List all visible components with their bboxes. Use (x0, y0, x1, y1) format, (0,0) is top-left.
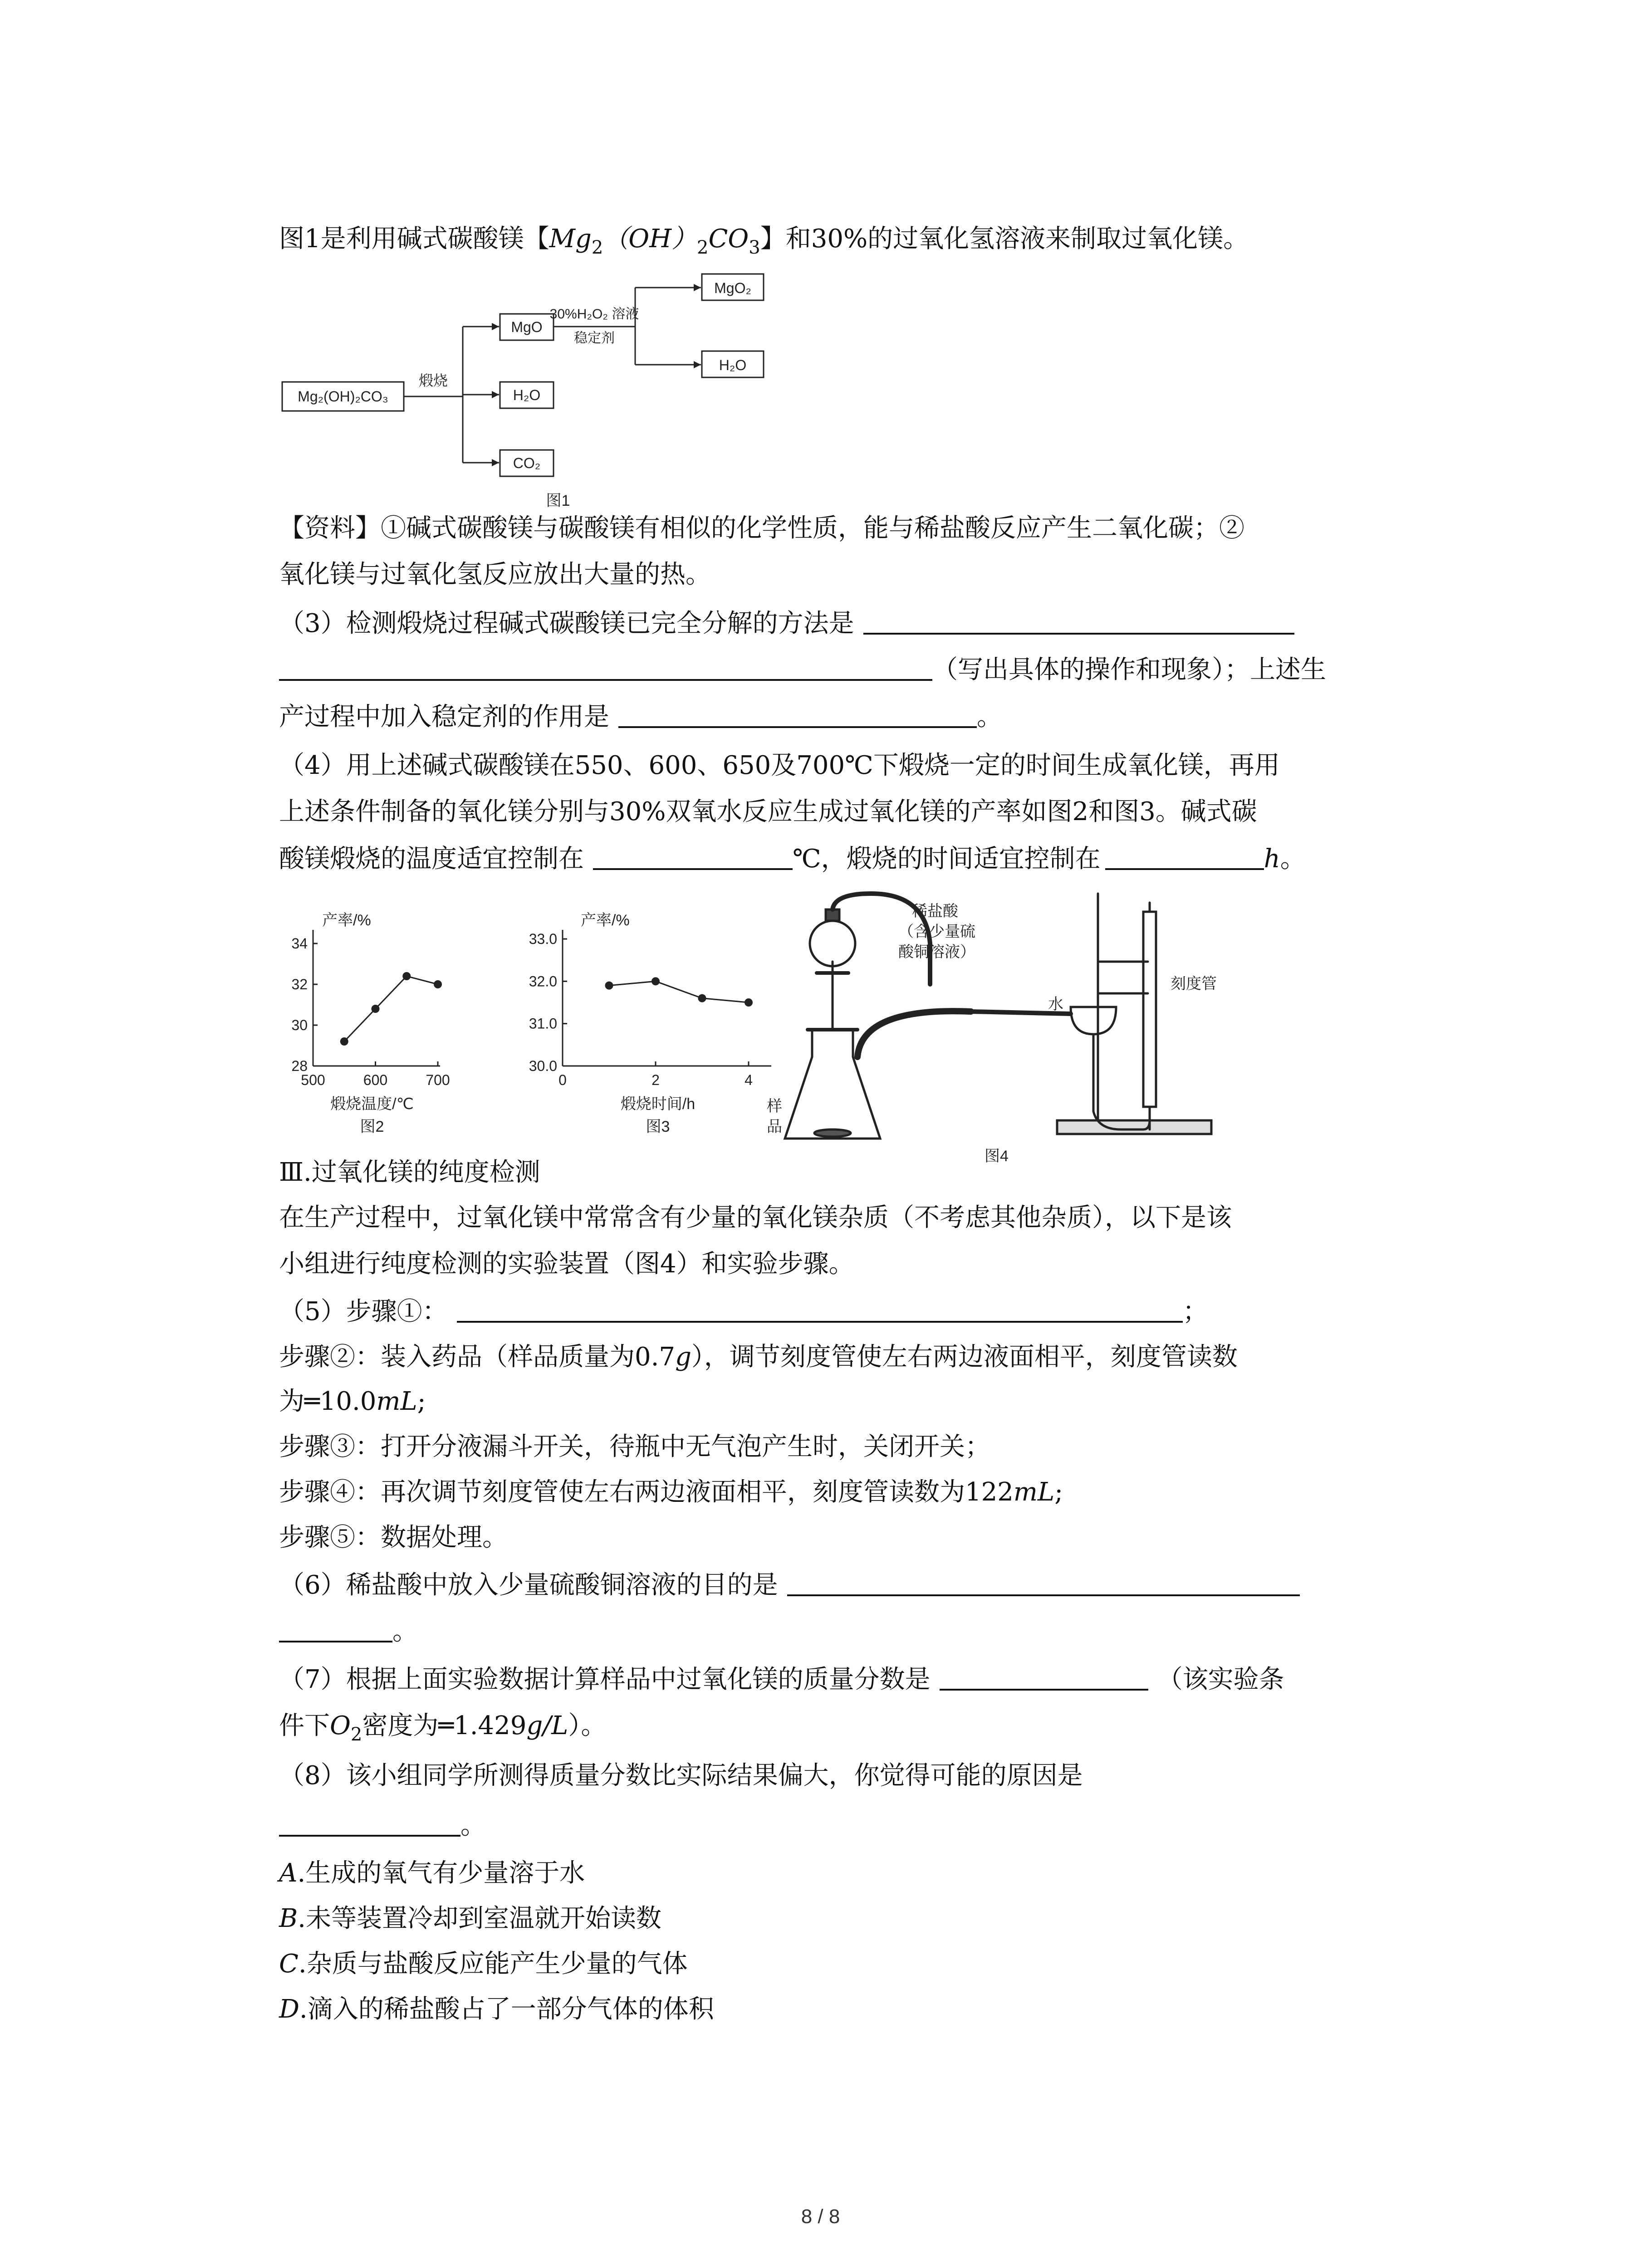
option-text: .杂质与盐酸反应能产生少量的气体 (298, 1949, 688, 1979)
fig3-ytick-label: 33.0 (529, 931, 557, 947)
q3-answer-blank-1[interactable] (863, 606, 1294, 635)
fig2-xtick-label: 500 (301, 1072, 325, 1088)
fig2-xtick-label: 700 (426, 1072, 450, 1088)
q8-line-1: （8）该小组同学所测得质量分数比实际结果偏大，你觉得可能的原因是 (279, 1761, 1083, 1790)
step-2-unit-ml: mL (376, 1387, 417, 1416)
graduated-tube (1143, 912, 1156, 1107)
q7-text-2b: 密度为═1.429 (362, 1711, 527, 1740)
q5-text-end: ； (1182, 1297, 1208, 1326)
q7-line-2 (279, 1708, 606, 1753)
q4-text-end: 。 (1280, 844, 1306, 874)
fig2-ytick-label: 30 (291, 1017, 308, 1033)
figure-2-caption: 图2 (360, 1118, 384, 1135)
step-4 (279, 1474, 1063, 1510)
figure-2-chart (277, 907, 531, 1152)
fig3-data-point (745, 998, 753, 1007)
section-3-title: Ⅲ.过氧化镁的纯度检测 (279, 1158, 540, 1187)
q4-text-3b: ℃，煅烧的时间适宜控制在 (793, 844, 1101, 874)
figure-1-caption: 图1 (546, 492, 570, 509)
figure-4-apparatus (767, 885, 1234, 1166)
fig3-ytick-label: 32.0 (529, 973, 557, 990)
formula-sub: 2 (591, 237, 603, 258)
formula-oh: （OH） (603, 224, 697, 254)
step-4-unit-ml: mL (1013, 1477, 1055, 1507)
fig2-ytick-label: 34 (291, 935, 308, 952)
acid-label-1: 稀盐酸 (912, 903, 958, 920)
label-mgo2: MgO₂ (714, 280, 751, 296)
q3-line-2 (279, 652, 1326, 688)
option-letter: C (279, 1949, 299, 1979)
acid-label-3: 酸铜溶液） (898, 943, 975, 961)
step-3: 步骤③：打开分液漏斗开关，待瓶中无气泡产生时，关闭开关； (279, 1432, 990, 1461)
q6-text: （6）稀盐酸中放入少量硫酸铜溶液的目的是 (279, 1570, 778, 1600)
formula-o: O (330, 1711, 351, 1740)
step-4-text-end: ; (1054, 1477, 1063, 1507)
figure-4-caption: 图4 (985, 1148, 1009, 1165)
step-2-text-d: ; (417, 1387, 426, 1416)
formula-co: CO (708, 224, 749, 254)
q4-unit-h: h (1264, 844, 1280, 874)
fig2-data-point (340, 1037, 348, 1046)
q3-text-2: （写出具体的操作和现象）；上述生 (932, 655, 1326, 684)
q7-answer-blank[interactable] (940, 1662, 1148, 1691)
step-2-line-1 (279, 1339, 1238, 1375)
fig3-xtick-label: 2 (652, 1072, 660, 1088)
section-3-line-1: 在生产过程中，过氧化镁中常常含有少量的氧化镁杂质（不考虑其他杂质），以下是该 (279, 1203, 1232, 1232)
option-c[interactable] (279, 1946, 688, 1982)
fig3-data-point (605, 982, 613, 990)
stand-base (1057, 1120, 1211, 1134)
q7-text-2c: ）。 (568, 1711, 607, 1740)
q6-line-2 (279, 1613, 418, 1650)
q4-time-blank[interactable] (1105, 841, 1264, 870)
q7-unit: g/L (526, 1711, 568, 1740)
q8-text-end: 。 (460, 1811, 486, 1840)
fig3-ytick-label: 30.0 (529, 1058, 557, 1074)
sample-label-2: 品 (767, 1118, 782, 1135)
sample-label-1: 样 (767, 1098, 782, 1115)
option-letter: D (279, 1994, 299, 2024)
fig3-ytick-label: 31.0 (529, 1015, 557, 1032)
option-a[interactable] (279, 1855, 585, 1892)
label-stabilizer: 稳定剂 (574, 331, 615, 346)
fig3-data-point (652, 977, 660, 985)
q8-answer-blank[interactable] (279, 1808, 460, 1837)
q3-answer-blank-2[interactable] (618, 699, 977, 728)
q6-line-1 (279, 1567, 1300, 1603)
q3-line-3 (279, 699, 1002, 735)
q4-line-1: （4）用上述碱式碳酸镁在550、600、650及700℃下煅烧一定的时间生成氧化镁，再用 (279, 751, 1280, 780)
fig2-xlabel-text: 煅烧温度/℃ (330, 1095, 414, 1113)
water-label: 水 (1048, 996, 1063, 1013)
q5-step-1 (279, 1294, 1208, 1330)
fig3-xtick-label: 0 (558, 1072, 567, 1088)
q5-step-1-blank[interactable] (457, 1294, 1183, 1323)
option-text: .滴入的稀盐酸占了一部分气体的体积 (299, 1994, 714, 2024)
intro-text: 图1是利用碱式碳酸镁【 (279, 224, 549, 254)
label-start: Mg₂(OH)₂CO₃ (298, 388, 388, 405)
step-5: 步骤⑤：数据处理。 (279, 1523, 508, 1552)
fig3-xlabel-text: 煅烧时间/h (620, 1095, 696, 1113)
section-3-line-2: 小组进行纯度检测的实验装置（图4）和实验步骤。 (279, 1249, 854, 1279)
formula-sub: 3 (749, 237, 760, 258)
q6-text-end: 。 (392, 1617, 418, 1646)
option-text: .未等装置冷却到室温就开始读数 (298, 1904, 661, 1933)
q6-answer-blank-cont[interactable] (279, 1613, 392, 1642)
fig3-xtick-label: 4 (745, 1072, 753, 1088)
fig2-data-point (372, 1005, 380, 1013)
fig3-data-point (698, 994, 706, 1002)
q7-text-2: 件下 (279, 1711, 330, 1740)
q3-answer-blank-1-cont[interactable] (279, 652, 932, 681)
label-h2o: H₂O (513, 387, 541, 403)
q4-line-3 (279, 841, 1306, 877)
separating-funnel (810, 921, 855, 966)
fig2-ytick-label: 28 (291, 1058, 308, 1074)
q8-line-2 (279, 1808, 486, 1844)
acid-label-2: （含少量硫 (898, 923, 975, 940)
q3-text-3: 产过程中加入稳定剂的作用是 (279, 702, 609, 732)
q3-line-1 (279, 606, 1294, 642)
q5-text: （5）步骤①： (279, 1297, 448, 1326)
fig2-xtick-label: 600 (363, 1072, 388, 1088)
formula-sub: 2 (697, 237, 709, 258)
step-2-text: 步骤②：装入药品（样品质量为0.7 (279, 1342, 676, 1372)
fig2-ytick-label: 32 (291, 976, 308, 992)
fig2-ylabel: 产率/% (322, 912, 371, 929)
connecting-tube (857, 1011, 971, 1057)
page-number: 8 / 8 (801, 2205, 840, 2228)
figure-3-chart (513, 907, 785, 1152)
info-line-2: 氧化镁与过氧化氢反应放出大量的热。 (279, 560, 711, 589)
label-h2o-final: H₂O (719, 357, 747, 373)
water-bulb (1071, 1007, 1116, 1034)
intro-line (279, 221, 1249, 266)
q3-text: （3）检测煅烧过程碱式碳酸镁已完全分解的方法是 (279, 609, 854, 638)
q3-text-end: 。 (977, 702, 1002, 732)
option-text: .生成的氧气有少量溶于水 (297, 1858, 585, 1888)
fig2-series-line (344, 976, 438, 1041)
fig2-data-point (434, 980, 442, 988)
option-letter: B (279, 1904, 298, 1933)
label-process: 煅烧 (418, 372, 448, 389)
step-4-text: 步骤④：再次调节刻度管使左右两边液面相平，刻度管读数为122 (279, 1477, 1014, 1507)
figure-3-caption: 图3 (646, 1118, 670, 1135)
q6-answer-blank[interactable] (787, 1567, 1300, 1596)
info-line-1: 【资料】①碱式碳酸镁与碳酸镁有相似的化学性质，能与稀盐酸反应产生二氧化碳；② (279, 513, 1244, 543)
formula-mg: Mg (549, 224, 592, 254)
q4-text-3: 酸镁煅烧的温度适宜控制在 (279, 844, 584, 874)
step-2-unit-g: g (675, 1342, 691, 1372)
q7-text: （7）根据上面实验数据计算样品中过氧化镁的质量分数是 (279, 1665, 931, 1694)
intro-text-end: 】和30%的过氧化氢溶液来制取过氧化镁。 (760, 224, 1249, 254)
option-letter: A (279, 1858, 298, 1888)
fig3-series-line (609, 981, 749, 1002)
label-mgo: MgO (511, 319, 543, 335)
conical-flask (785, 1030, 880, 1139)
option-d[interactable] (279, 1991, 714, 2028)
q4-temperature-blank[interactable] (593, 841, 793, 870)
fig2-data-point (402, 972, 411, 980)
label-co2: CO₂ (513, 455, 541, 471)
fig3-ylabel: 产率/% (581, 912, 630, 929)
formula-sub: 2 (350, 1724, 362, 1745)
figure-1-flow-diagram (277, 263, 785, 517)
q7-text-b: （该实验条 (1157, 1665, 1284, 1694)
step-2-text-c: 为═10.0 (279, 1387, 377, 1416)
q7-line-1 (279, 1662, 1284, 1698)
graduated-tube-label: 刻度管 (1171, 975, 1217, 992)
label-reagent: 30%H₂O₂ 溶液 (549, 307, 639, 322)
step-2-line-2 (279, 1383, 426, 1420)
q4-line-2: 上述条件制备的氧化镁分别与30%双氧水反应生成过氧化镁的产率如图2和图3。碱式碳 (279, 797, 1257, 826)
option-b[interactable] (279, 1901, 661, 1937)
step-2-text-b: ），调节刻度管使左右两边液面相平，刻度管读数 (691, 1342, 1238, 1372)
